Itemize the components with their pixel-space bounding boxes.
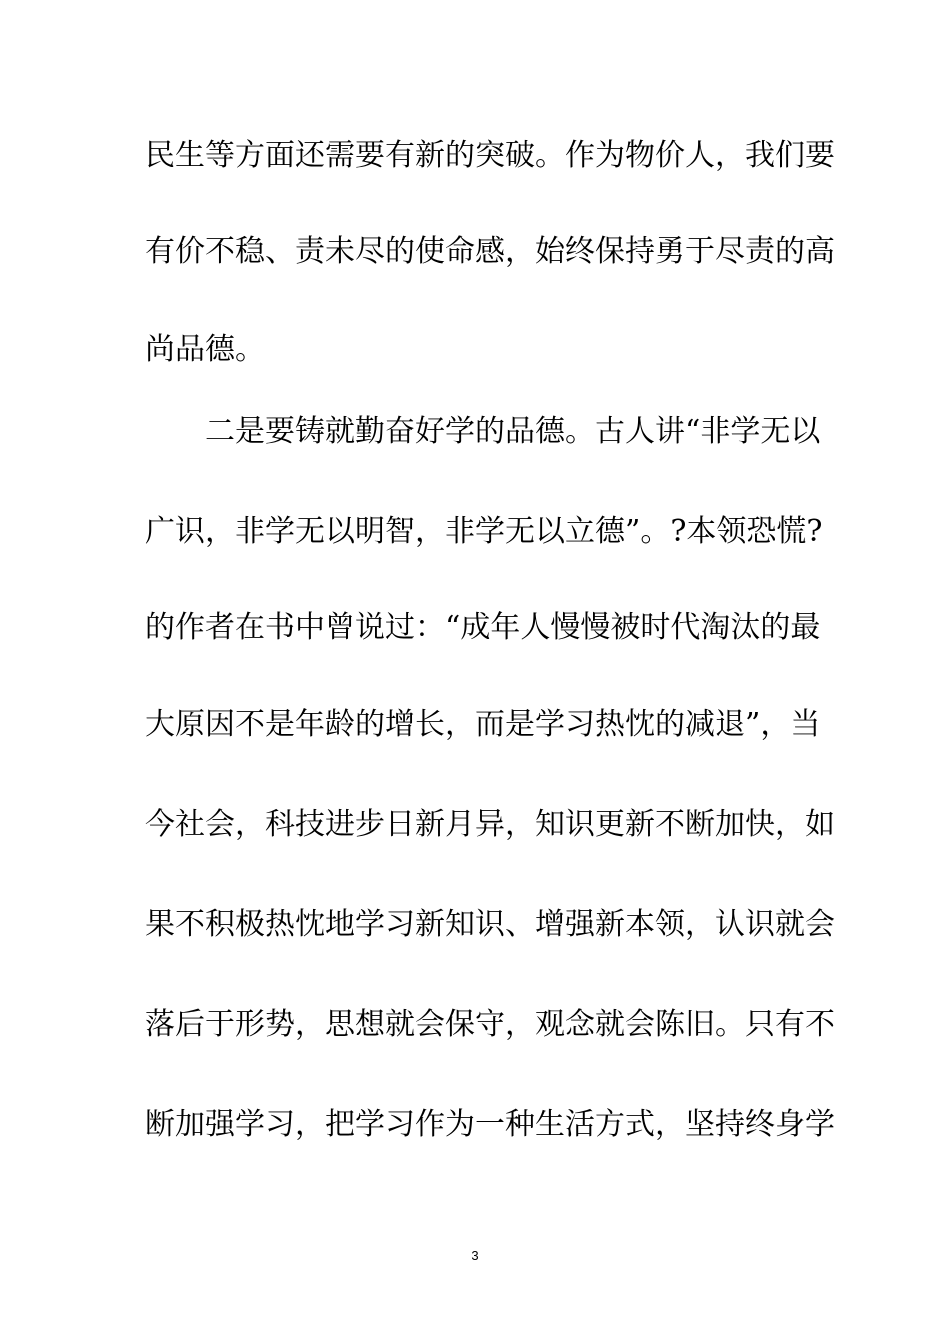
paragraph-first-line: 二是要铸就勤奋好学的品德。古人讲“非学无以 [205, 414, 821, 449]
text-line: 断加强学习，把学习作为一种生活方式，坚持终身学 [145, 1107, 835, 1142]
text-line: 民生等方面还需要有新的突破。作为物价人，我们要 [145, 138, 835, 173]
text-line: 落后于形势，思想就会保守，观念就会陈旧。只有不 [145, 1007, 835, 1042]
page-number: 3 [471, 1248, 479, 1263]
text-line: 果不积极热忱地学习新知识、增强新本领，认识就会 [145, 907, 835, 942]
text-line: 的作者在书中曾说过：“成年人慢慢被时代淘汰的最 [145, 610, 821, 645]
text-line: 有价不稳、责未尽的使命感，始终保持勇于尽责的高 [145, 234, 835, 269]
text-line: 广识，非学无以明智，非学无以立德”。?本领恐慌? [145, 514, 823, 549]
text-line: 尚品德。 [145, 332, 265, 367]
text-line: 大原因不是年龄的增长，而是学习热忱的减退”，当 [145, 707, 821, 742]
text-line: 今社会，科技进步日新月异，知识更新不断加快，如 [145, 807, 835, 842]
